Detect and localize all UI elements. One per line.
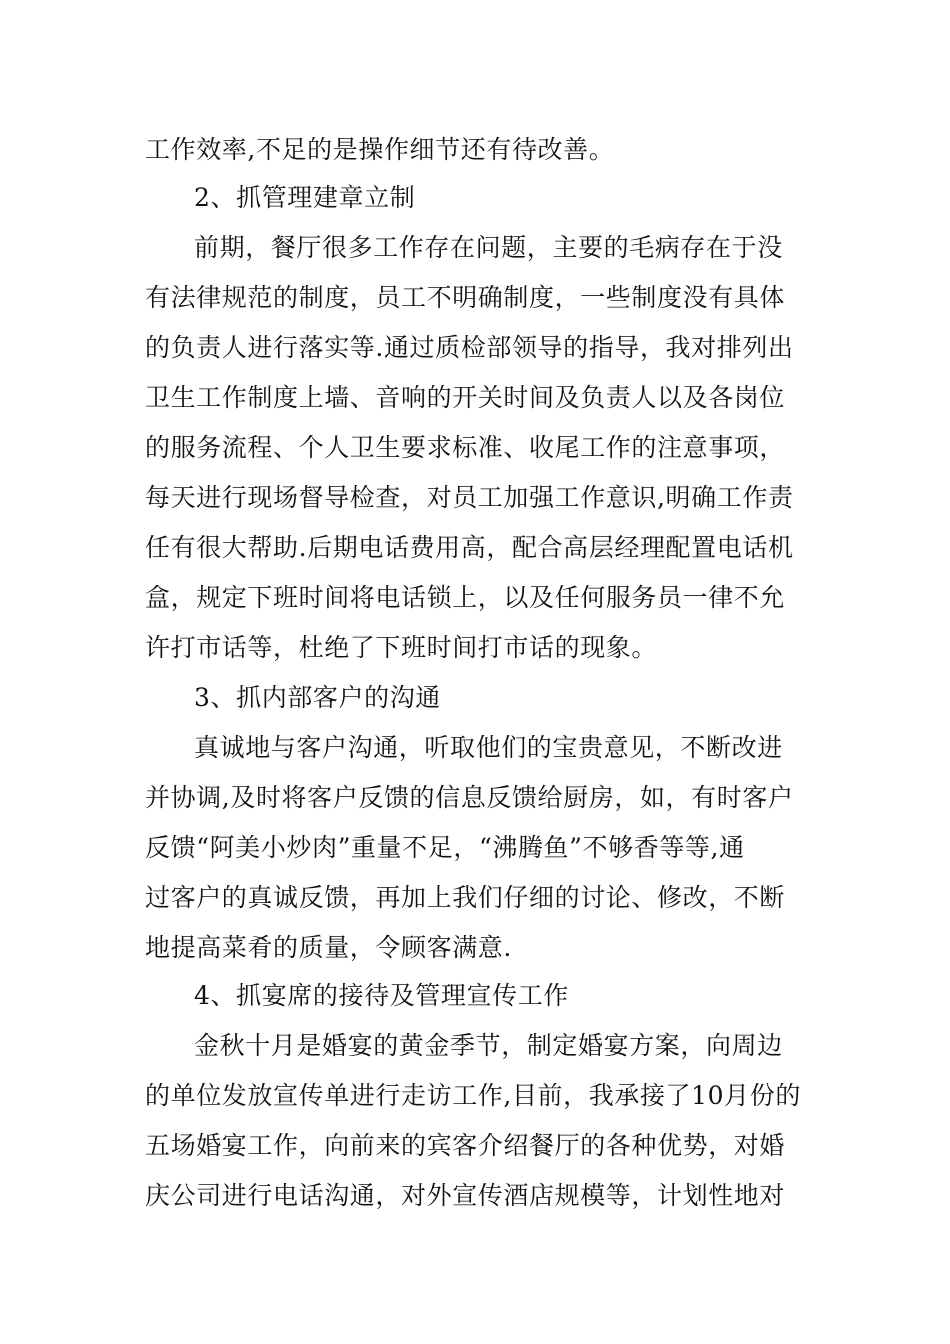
paragraph-line: 真诚地与客户沟通，听取他们的宝贵意见，不断改进 <box>194 733 783 762</box>
paragraph-line: 任有很大帮助.后期电话费用高，配合高层经理配置电话机 <box>145 533 794 562</box>
paragraph-line: 的单位发放宣传单进行走访工作,目前，我承接了10月份的 <box>145 1081 801 1110</box>
paragraph-line: 的服务流程、个人卫生要求标准、收尾工作的注意事项， <box>145 433 786 462</box>
paragraph-line: 前期，餐厅很多工作存在问题，主要的毛病存在于没 <box>194 233 783 262</box>
paragraph-line: 反馈“阿美小炒肉”重量不足，“沸腾鱼”不够香等等,通 <box>145 833 745 862</box>
paragraph-line: 许打市话等，杜绝了下班时间打市话的现象。 <box>145 633 658 662</box>
paragraph-line: 工作效率,不足的是操作细节还有待改善。 <box>145 135 615 164</box>
section-heading: 3、抓内部客户的沟通 <box>194 683 441 712</box>
paragraph-line: 五场婚宴工作，向前来的宾客介绍餐厅的各种优势，对婚 <box>145 1131 786 1160</box>
paragraph-line: 卫生工作制度上墙、音响的开关时间及负责人以及各岗位 <box>145 383 786 412</box>
paragraph-line: 有法律规范的制度，员工不明确制度，一些制度没有具体 <box>145 283 786 312</box>
paragraph-line: 并协调,及时将客户反馈的信息反馈给厨房，如，有时客户 <box>145 783 794 812</box>
paragraph-line: 庆公司进行电话沟通，对外宣传酒店规模等，计划性地对 <box>145 1181 786 1210</box>
section-heading: 2、抓管理建章立制 <box>194 183 416 212</box>
paragraph-line: 地提高菜肴的质量，令顾客满意. <box>145 933 512 962</box>
paragraph-line: 的负责人进行落实等.通过质检部领导的指导，我对排列出 <box>145 333 794 362</box>
paragraph-line: 盒，规定下班时间将电话锁上，以及任何服务员一律不允 <box>145 583 786 612</box>
paragraph-line: 金秋十月是婚宴的黄金季节，制定婚宴方案，向周边 <box>194 1031 783 1060</box>
section-heading: 4、抓宴席的接待及管理宣传工作 <box>194 981 569 1010</box>
paragraph-line: 过客户的真诚反馈，再加上我们仔细的讨论、修改，不断 <box>145 883 786 912</box>
paragraph-line: 每天进行现场督导检查，对员工加强工作意识,明确工作责 <box>145 483 794 512</box>
